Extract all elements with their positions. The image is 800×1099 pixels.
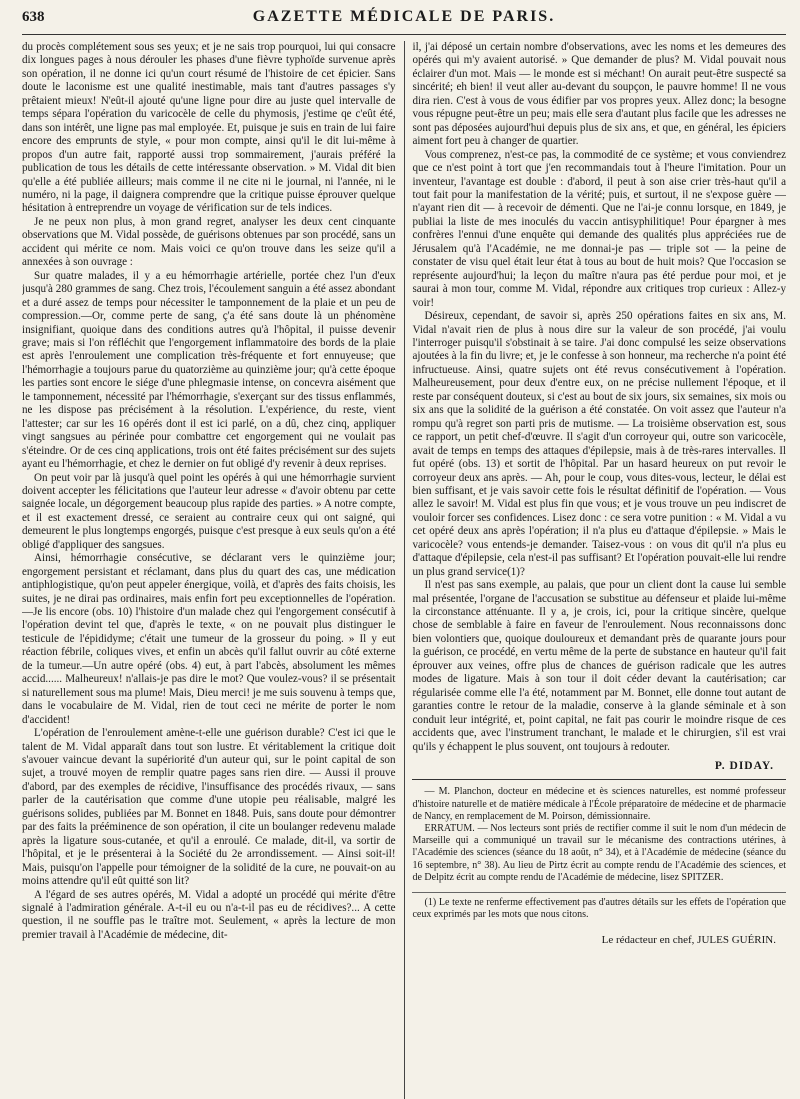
section-divider <box>412 779 786 780</box>
column-divider <box>404 41 405 1099</box>
paragraph: Je ne peux non plus, à mon grand regret, analyser les deux cent cinquante observations que M. Vidal possède, de guérisons obtenues par son procédé, sans un accident qui mérite ce nom. Mais voici ce qu'on trouve dans les seize qu'il a annexées à son ouvrage : <box>22 215 396 269</box>
news-item: — M. Planchon, docteur en médecine et ès sciences naturelles, est nommé professeur d'histoire naturelle et de matière médicale à l'École préparatoire de médecine et de pharmacie de Nancy, en remplacement de M. Poirson, démissionnaire. <box>412 786 786 822</box>
page-header <box>22 8 786 35</box>
paragraph: Ainsi, hémorrhagie consécutive, se déclarant vers le quinzième jour; engorgement persistant et réclamant, dans plus du quart des cas, une médication antiphlogistique, qu'on peut appeler énergique, voilà, et d'après des faits choisis, les suites, je ne dirai pas ordinaires, mais enfin fort peu exceptionnelles de l'opération.—Je lis encore (obs. 10) l'histoire d'un malade chez qui l'engorgement consécutif à l'opération devint tel que, d'après le texte, « on ne pouvait plus distinguer le testicule de l'épididyme; c'était une tumeur de la grosseur du poing. » Il y eut réaction fébrile, coliques vives, et enfin un abcès qu'il fallut ouvrir au côté externe de la tumeur.—Un autre opéré (obs. 4) eut, à part l'abcès, absolument les mêmes accid...... Malheureux! n'allais-je pas dire le mot? Que voulez-vous? il se présentait si naturellement sous ma plume! Mais, Dieu merci! je me suis souvenu à temps que, dans le vocabulaire de M. Vidal, rien de tout ceci ne mérite de porter le nom d'accident! <box>22 552 396 726</box>
editor-credit: Le rédacteur en chef, JULES GUÉRIN. <box>601 933 776 946</box>
footnote-divider <box>412 892 786 893</box>
author-signature: P. DIDAY. <box>714 760 774 773</box>
paragraph: On peut voir par là jusqu'à quel point les opérés à qui une hémorrhagie survient doivent accepter les félicitations que l'auteur leur adresse « d'avoir obtenu par cette saignée locale, un dégorgement beaucoup plus rapide des parties. » A notre compte, et il est exactement dressé, ce seraient au contraire ceux qui ont saigné, qui demeurent le plus longtemps engorgés, puisque c'est presque à eux seuls qu'on a été obligé d'appliquer des sangsues. <box>22 471 396 551</box>
erratum-text: — Nos lecteurs sont priés de rectifier comme il suit le nom d'un médecin de Marseille qui a communiqué un travail sur le mécanisme des contractions utérines, à l'Académie des sciences (séance du 18 août, n° 34), et à l'Académie de médecine (séance du 16 septembre, n° 38). Au lieu de Pirtz écrit au compte rendu de l'Académie des sciences, et de Delpitz écrit au compte rendu de l'Académie de médecine, lisez SPITZER. <box>412 823 786 883</box>
erratum <box>412 823 786 884</box>
paragraph: Désireux, cependant, de savoir si, après 250 opérations faites en six ans, M. Vidal n'avait rien de plus à nous dire sur la valeur de son procédé, j'ai voulu l'interroger puisqu'il s'obstinait à se taire. J'ai donc compulsé les seize observations ajoutées à la fin du livre; et, je le confesse à son honneur, ma recherche n'a point été infructueuse. Ainsi, quatre sujets ont été revus consécutivement à l'opération. Malheureusement, pour deux d'entre eux, on ne précise nullement l'époque, et il reste par conséquent douteux, si c'est au bout de six jours, six semaines, six mois ou six ans que la solidité de la guérison a été constatée. On voit assez que l'auteur n'a rompu qu'à regret son parti pris de mutisme. — La troisième observation est, sous ce rapport, un petit chef-d'œuvre. Il s'agit d'un corroyeur qui, outre son varicocèle, avait de temps en temps des attaques d'épilepsie, mais à de très-rares intervalles. Il fut opéré (obs. 13) et sortit de l'hôpital. Par un hasard heureux on put revoir le corroyeur deux ans après. — Ah, pour le coup, vous dites-vous, lecteur, le délai est bien suffisant, et je vais savoir cette fois le résultat définitif de l'opération. — Vous allez le savoir! M. Vidal est plus fin que vous; et je vous trouve un peu indiscret de vouloir forcer ses confidences. Lisez donc : ce sera votre punition : « M. Vidal a vu cet opéré deux ans après l'opération; il n'a plus eu d'attaque d'épilepsie. » Mais le varicocèle? vous entends-je demander. Taisez-vous : on vous dit qu'il n'a plus eu d'attaque d'épilepsie, cela n'est-il pas suffisant? Et l'opération pouvait-elle lui rendre un plus grand service(1)? <box>412 310 786 578</box>
left-column <box>22 41 396 1099</box>
text-columns <box>22 41 786 1099</box>
paragraph: Il n'est pas sans exemple, au palais, que pour un client dont la cause lui semble mal présentée, l'organe de l'accusation se substitue au défenseur et plaide lui-même la circonstance atténuante. Il y a, je crois, ici, pour la critique sincère, quelque chose de semblable à faire en faveur de l'enroulement. Nous reconnaissons donc bien volontiers que, quoique douloureux et demandant près de quarante jours pour la guérison, ce procédé, en vertu même de la perte de substance en hauteur qu'il fait éprouver aux veines, offre plus de chances de guérison radicale que les autres modes de ligature. Mais à son tour il doit céder devant la cautérisation; car régularisée comme elle l'a été, notamment par M. Bonnet, elle donne tout autant de garanties contre le retour de la maladie, conserve à la glande séminale et à son conduit leur intégrité, et, point capital, ne fait pas courir le moindre risque de ces accidents que, avec l'instrument tranchant, le malade et le chirurgien, s'il est vrai qu'ils y échappent le plus souvent, ont toujours à redouter. <box>412 579 786 753</box>
paragraph: il, j'ai déposé un certain nombre d'observations, avec les noms et les demeures des opérés qui m'y avaient autorisé. » Que demander de plus? M. Vidal pouvait nous éclairer d'un mot. Mais — le monde est si méchant! On aurait peut-être suspecté sa sincérité; eh bien! il veut aller au-devant du soupçon, le pauvre homme! Il ne vous dira rien. C'est à vous de vous édifier par vos propres yeux. Allez donc; la besogne vous répugne peut-être un peu; mais elle sera d'autant plus facile que les adresses ne sont pas déposées aujourd'hui depuis plus de six ans, et que, en général, les épiciers aiment fort peu à changer de quartier. <box>412 41 786 148</box>
page-number: 638 <box>22 9 45 25</box>
paragraph: Sur quatre malades, il y a eu hémorrhagie artérielle, portée chez l'un d'eux jusqu'à 280 grammes de sang. Chez trois, l'écoulement sanguin a été assez abondant et a duré assez de temps pour nécessiter le tamponnement de la plaie et un peu de compression.—Or, comme perte de sang, ç'a été sans doute là un phénomène insignifiant, quoique dans des conditions autres qu'à l'hôpital, il puisse devenir grave; mais si l'on réfléchit que l'engorgement inflammatoire des bords de la plaie est après l'enroulement une complication très-fréquente et fort ennuyeuse; que l'hémorrhagie a toujours parue du quatorzième au quinzième jour; qu'à cette époque les parties sont encore le siége d'une phlegmasie intense, on concevra aisément que le tamponnement, nécessité par l'hémorrhagie, s'exerçant sur des tissus enflammés, ne les dispose pas précisément à la résolution. L'expérience, du reste, vient l'attester; car sur les 16 opérés dont il est ici parlé, on a dû, chez cinq, appliquer vingt sangsues au périnée pour combattre cet engorgement qui ne voulait pas s'éteindre. Or de ces cinq applications, trois ont été faites précisément sur des sujets ayant eu l'hémorrhagie, et chez le dernier on fut obligé d'y revenir à deux reprises. <box>22 269 396 471</box>
erratum-label: ERRATUM. <box>424 823 475 835</box>
paragraph: du procès complétement sous ses yeux; et je ne sais trop pourquoi, lui qui consacre dix longues pages à nous dérouler les phases d'une fièvre typhoïde survenue après son opération, il ne donne ici qu'un court résumé de l'histoire de cet épicier. Sans doute le laconisme est une qualité inestimable, mais tant d'autres passages s'y prêtaient mieux! N'eût-il ajouté qu'une ligne pour dire au juste quel intervalle de temps sépara l'opération du varicocèle de celle du phymosis, j'estime qe c'eût été, dans son intérêt, une ligne pas mal employée. Et, puisque je suis en train de lui faire encore des emprunts de style, « pour mon compte, ainsi qu'il le dit lui-même à propos d'un autre fait, rapporté aussi trop sommairement, j'aurais préféré la publication de tous les détails de cette intéressante observation. » M. Vidal dit bien qu'elle a été publiée ailleurs; mais comme il ne cite ni le journal, ni l'année, ni le numéro, ni la page, il daignera comprendre que la critique puisse éprouver quelque hésitation à entreprendre un voyage de vérification sur de tels indices. <box>22 41 396 215</box>
footnote: (1) Le texte ne renferme effectivement pas d'autres détails sur les effets de l'opération que ceux exprimés par les mots que nous citons. <box>412 897 786 921</box>
paragraph: A l'égard de ses autres opérés, M. Vidal a adopté un procédé qui mérite d'être signalé à l'admiration générale. A-t-il eu ou n'a-t-il pas eu de récidives?... A cette question, il ne souffle pas le traître mot. Seulement, « après la lecture de mon premier travail à l'Académie de médecine, dit- <box>22 888 396 941</box>
right-column <box>412 41 786 1099</box>
paragraph: L'opération de l'enroulement amène-t-elle une guérison durable? C'est ici que le talent de M. Vidal apparaît dans tout son lustre. Et véritablement la critique doit s'avouer vaincue devant la supériorité d'un auteur qui, sur le point capital de son sujet, a trouvé moyen de remplir quatre pages sans rien dire. — Aussi il prouve d'abord, par des exemples de récidive, l'insuffisance des procédés rivaux, — sans parler de la cautérisation que comme d'une utopie peu réalisable, malgré les guérisons solides, publiées par M. Bonnet en 1848. Puis, sans doute pour démontrer par des faits la prééminence de son opération, il cite un boulanger redevenu malade après la ligature sous-cutanée, et qu'il a enroulé. Ce malade, dit-il, va sortir de l'hôpital, et je le présenterai à la Société du 2e arrondissement. — Ainsi soit-il! Mais, puisqu'on l'appelle pour témoigner de la solidité de la cure, ne pouvait-on au moins attendre qu'il eût quitté son lit? <box>22 727 396 888</box>
paragraph: Vous comprenez, n'est-ce pas, la commodité de ce système; et vous conviendrez que ce n'est point à tort que j'en recommandais tout à l'heure l'imitation. Pour un inventeur, l'avantage est double : d'abord, il peut à son aise crier très-haut qu'il a tout fait pour la manifestation de la vérité; puis, et surtout, il ne s'expose guère — n'ayant rien dit — à recevoir de démenti. Que ne l'ai-je connu lorsque, en 1849, je publiai la liste de mes inoculés du vaccin antisyphilitique! Pour épargner à mes confrères l'ennui d'une enquête qui demande des qualités plus appréciées rue de Jérusalem qu'à l'Académie, ne me donnai-je pas — triple sot — la peine de constater de visu quel était leur état à tous au bout de huit mois? Que l'occasion se représente aujourd'hui; la leçon du maître n'aura pas été perdue pour moi, et je saurai à mon tour, comme M. Vidal, répondre aux critiques trop curieux : Allez-y voir! <box>412 148 786 309</box>
journal-title: GAZETTE MÉDICALE DE PARIS. <box>252 8 556 25</box>
